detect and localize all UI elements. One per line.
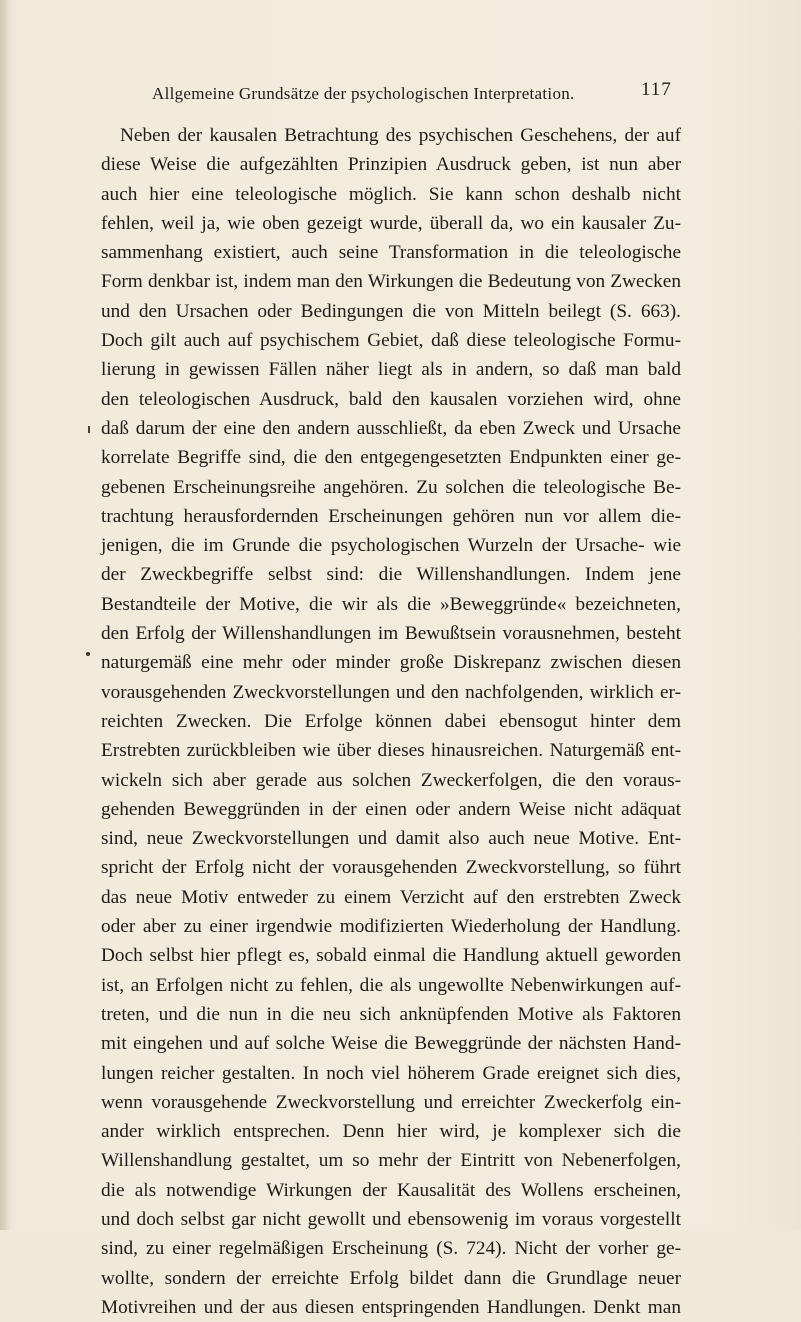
text-line: oder aber zu einer irgendwie modifizierten Wiederholung der Handlung. (101, 916, 681, 938)
text-line: spricht der Erfolg nicht der vorausgehenden Zweckvorstellung, so führt (101, 857, 681, 879)
text-line: sind, neue Zweckvorstellungen und damit also auch neue Motive. Ent- (101, 828, 681, 850)
text-line: korrelate Begriffe sind, die den entgegengesetzten Endpunkten einer ge- (101, 447, 681, 469)
body-paragraph (101, 121, 681, 1322)
text-line: wickeln sich aber gerade aus solchen Zweckerfolgen, die den voraus- (101, 769, 681, 791)
text-line: ist, an Erfolgen nicht zu fehlen, die als ungewollte Nebenwirkungen auf- (101, 974, 681, 996)
text-line: naturgemäß eine mehr oder minder große Diskrepanz zwischen diesen (101, 652, 681, 674)
text-line: mit eingehen und auf solche Weise die Beweggründe der nächsten Hand- (101, 1033, 681, 1055)
text-line: Neben der kausalen Betrachtung des psychischen Geschehens, der auf (120, 125, 681, 146)
text-line: Form denkbar ist, indem man den Wirkungen die Bedeutung von Zwecken (101, 271, 681, 293)
text-line: gebenen Erscheinungsreihe angehören. Zu solchen die teleologische Be- (101, 476, 681, 498)
text-line: und doch selbst gar nicht gewollt und ebensowenig im voraus vorgestellt (101, 1208, 681, 1230)
text-line: wenn vorausgehende Zweckvorstellung und erreichter Zweckerfolg ein- (101, 1091, 681, 1113)
text-line: das neue Motiv entweder zu einem Verzicht auf den erstrebten Zweck (101, 886, 681, 908)
text-line: Willenshandlung gestaltet, um so mehr der Eintritt von Nebenerfolgen, (101, 1150, 681, 1172)
text-line: treten, und die nun in die neu sich anknüpfenden Motive als Faktoren (101, 1003, 681, 1025)
text-line: trachtung herausfordernden Erscheinungen gehören nun vor allem die- (101, 505, 681, 527)
text-line: gehenden Beweggründen in der einen oder andern Weise nicht adäquat (101, 798, 681, 820)
text-line: Doch gilt auch auf psychischem Gebiet, daß diese teleologische Formu- (101, 330, 681, 352)
text-line: jenigen, die im Grunde die psychologischen Wurzeln der Ursache- wie (101, 535, 681, 557)
text-line: sind, zu einer regelmäßigen Erscheinung (S. 724). Nicht der vorher ge- (101, 1238, 681, 1260)
text-line: Doch selbst hier pflegt es, sobald einmal die Handlung aktuell geworden (101, 945, 681, 967)
text-line: Erstrebten zurückbleiben wie über dieses hinausreichen. Naturgemäß ent- (101, 740, 681, 762)
text-line: den Erfolg der Willenshandlungen im Bewußtsein vorausnehmen, besteht (101, 623, 681, 645)
text-line: wollte, sondern der erreichte Erfolg bildet dann die Grundlage neuer (101, 1267, 681, 1289)
text-line: Motivreihen und der aus diesen entspringenden Handlungen. Denkt man (101, 1296, 681, 1318)
text-line: den teleologischen Ausdruck, bald den kausalen vorziehen wird, ohne (101, 388, 681, 410)
text-line: reichten Zwecken. Die Erfolge können dabei ebensogut hinter dem (101, 710, 681, 732)
page-number: 117 (641, 79, 672, 100)
text-line: sammenhang existiert, auch seine Transformation in die teleologische (101, 242, 681, 264)
text-line: daß darum der eine den andern ausschließt, da eben Zweck und Ursache (101, 417, 681, 439)
gutter-shadow (0, 0, 10, 1230)
text-line: ander wirklich entsprechen. Denn hier wird, je komplexer sich die (101, 1121, 681, 1143)
text-line: fehlen, weil ja, wie oben gezeigt wurde, überall da, wo ein kausaler Zu- (101, 212, 681, 234)
text-line: lierung in gewissen Fällen näher liegt als in andern, so daß man bald (101, 359, 681, 381)
text-line: Bestandteile der Motive, die wir als die »Beweggründe« bezeichneten, (101, 593, 681, 615)
margin-dot (86, 652, 90, 656)
text-line: die als notwendige Wirkungen der Kausalität des Wollens erscheinen, (101, 1179, 681, 1201)
margin-mark (88, 426, 90, 433)
text-line: lungen reicher gestalten. In noch viel höherem Grade ereignet sich dies, (101, 1062, 681, 1084)
text-line: und den Ursachen oder Bedingungen die von Mitteln beilegt (S. 663). (101, 300, 681, 322)
running-title: Allgemeine Grundsätze der psychologischen Interpretation. (152, 84, 575, 103)
text-line: der Zweckbegriffe selbst sind: die Willenshandlungen. Indem jene (101, 564, 681, 586)
text-line: diese Weise die aufgezählten Prinzipien Ausdruck geben, ist nun aber (101, 154, 681, 176)
text-line: auch hier eine teleologische möglich. Sie kann schon deshalb nicht (101, 183, 681, 205)
text-line: vorausgehenden Zweckvorstellungen und den nachfolgenden, wirklich er- (101, 681, 681, 703)
